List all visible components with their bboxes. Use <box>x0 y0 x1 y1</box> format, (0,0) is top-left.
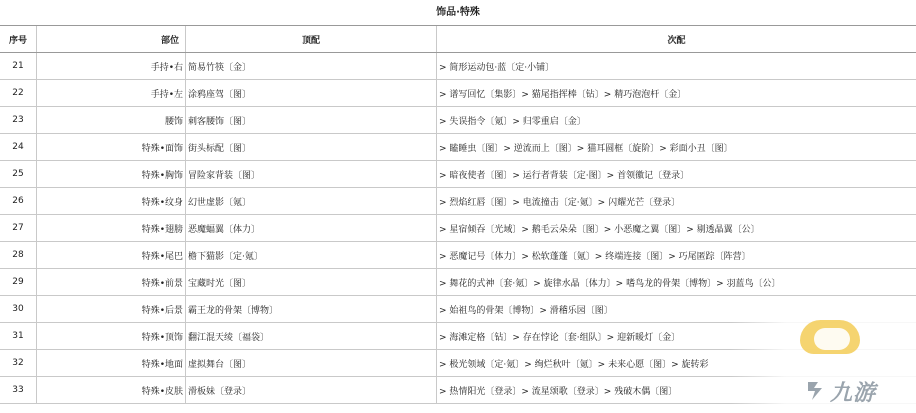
cell-part: 特殊•前景 <box>37 269 186 296</box>
cell-next: > 失误指令〔氪〕> 归零重启〔金〕 <box>437 107 916 134</box>
cell-top: 恶魔蝠翼〔体力〕 <box>186 215 437 242</box>
cell-part: 特殊•面饰 <box>37 134 186 161</box>
header-part: 部位 <box>37 26 186 53</box>
table-row <box>0 242 916 269</box>
table-row <box>0 188 916 215</box>
cell-next: > 暗夜使者〔图〕> 运行者背装〔定·图〕> 首领徽记〔登录〕 <box>437 161 916 188</box>
cell-next: > 简形运动包·蓝〔定·小铺〕 <box>437 53 916 80</box>
cell-next: > 热情阳光〔登录〕> 流星颂歌〔登录〕> 残破木偶〔图〕 <box>437 377 916 404</box>
cell-no: 22 <box>0 80 37 107</box>
cell-no: 24 <box>0 134 37 161</box>
cell-part: 特殊•地面 <box>37 350 186 377</box>
cell-no: 31 <box>0 323 37 350</box>
cell-top: 宝藏时光〔图〕 <box>186 269 437 296</box>
cell-part: 特殊•后景 <box>37 296 186 323</box>
header-no: 序号 <box>0 26 37 53</box>
watermark <box>730 318 916 413</box>
table-row <box>0 161 916 188</box>
table-row <box>0 53 916 80</box>
cell-part: 特殊•顶饰 <box>37 323 186 350</box>
cell-next: > 星宿倾吞〔光域〕> 鹅毛云朵朵〔图〕> 小恶魔之翼〔图〕> 剔透晶翼〔公〕 <box>437 215 916 242</box>
cell-top: 刺客腰饰〔图〕 <box>186 107 437 134</box>
cell-next: > 瞌睡虫〔图〕> 逆流而上〔图〕> 猫耳圆框〔旋阶〕> 彩面小丑〔图〕 <box>437 134 916 161</box>
cell-no: 30 <box>0 296 37 323</box>
cell-no: 29 <box>0 269 37 296</box>
cell-part: 手持•左 <box>37 80 186 107</box>
table-header-row <box>0 26 916 53</box>
cell-next: > 烈焰红唇〔图〕> 电流撞击〔定·氪〕> 闪耀光芒〔登录〕 <box>437 188 916 215</box>
cell-next: > 谱写回忆〔集影〕> 猫尾指挥棒〔钻〕> 精巧泡泡杆〔金〕 <box>437 80 916 107</box>
cell-no: 32 <box>0 350 37 377</box>
header-top: 顶配 <box>186 26 437 53</box>
cell-no: 28 <box>0 242 37 269</box>
cell-no: 33 <box>0 377 37 404</box>
cell-top: 翻江混天绫〔福袋〕 <box>186 323 437 350</box>
table-row <box>0 215 916 242</box>
cell-top: 涂鸦座驾〔图〕 <box>186 80 437 107</box>
cell-no: 27 <box>0 215 37 242</box>
cell-next: > 海滩定格〔钻〕> 存在悖论〔套·组队〕> 迎新暖灯〔金〕 <box>437 323 916 350</box>
cell-no: 23 <box>0 107 37 134</box>
cell-part: 腰饰 <box>37 107 186 134</box>
table-row <box>0 134 916 161</box>
header-next: 次配 <box>437 26 916 53</box>
cell-part: 特殊•胸饰 <box>37 161 186 188</box>
cell-no: 25 <box>0 161 37 188</box>
cell-no: 21 <box>0 53 37 80</box>
table-row <box>0 269 916 296</box>
cell-top: 冒险家背装〔图〕 <box>186 161 437 188</box>
table-title: 饰品·特殊 <box>436 7 480 18</box>
cell-next: > 恶魔记号〔体力〕> 松软蓬蓬〔氪〕> 终端连接〔图〕> 巧尾匿踪〔阵营〕 <box>437 242 916 269</box>
cell-part: 手持•右 <box>37 53 186 80</box>
cell-top: 虚拟舞台〔图〕 <box>186 350 437 377</box>
table-row <box>0 80 916 107</box>
cell-top: 简易竹筷〔金〕 <box>186 53 437 80</box>
table-row <box>0 107 916 134</box>
cell-part: 特殊•皮肤 <box>37 377 186 404</box>
cell-top: 幻世虚影〔氪〕 <box>186 188 437 215</box>
cell-next: > 始祖鸟的骨架〔博物〕> 滑稽乐园〔图〕 <box>437 296 916 323</box>
cell-next: > 舞花的式神〔套·氪〕> 旋律水晶〔体力〕> 嗜鸟龙的骨架〔博物〕> 羽蓝鸟〔公〕 <box>437 269 916 296</box>
cell-top: 滑板妹〔登录〕 <box>186 377 437 404</box>
cell-next: > 极光领域〔定·氪〕> 绚烂秋叶〔氪〕> 未来心愿〔图〕> 旋转彩 <box>437 350 916 377</box>
watermark-text: 九游 <box>830 381 877 406</box>
cell-no: 26 <box>0 188 37 215</box>
jiuyou-logo-icon <box>804 378 828 402</box>
cell-top: 霸王龙的骨架〔博物〕 <box>186 296 437 323</box>
cell-top: 街头标配〔图〕 <box>186 134 437 161</box>
cell-top: 檐下猫影〔定·氪〕 <box>186 242 437 269</box>
mascot-face <box>814 328 850 350</box>
cell-part: 特殊•尾巴 <box>37 242 186 269</box>
cell-part: 特殊•纹身 <box>37 188 186 215</box>
cell-part: 特殊•翅膀 <box>37 215 186 242</box>
